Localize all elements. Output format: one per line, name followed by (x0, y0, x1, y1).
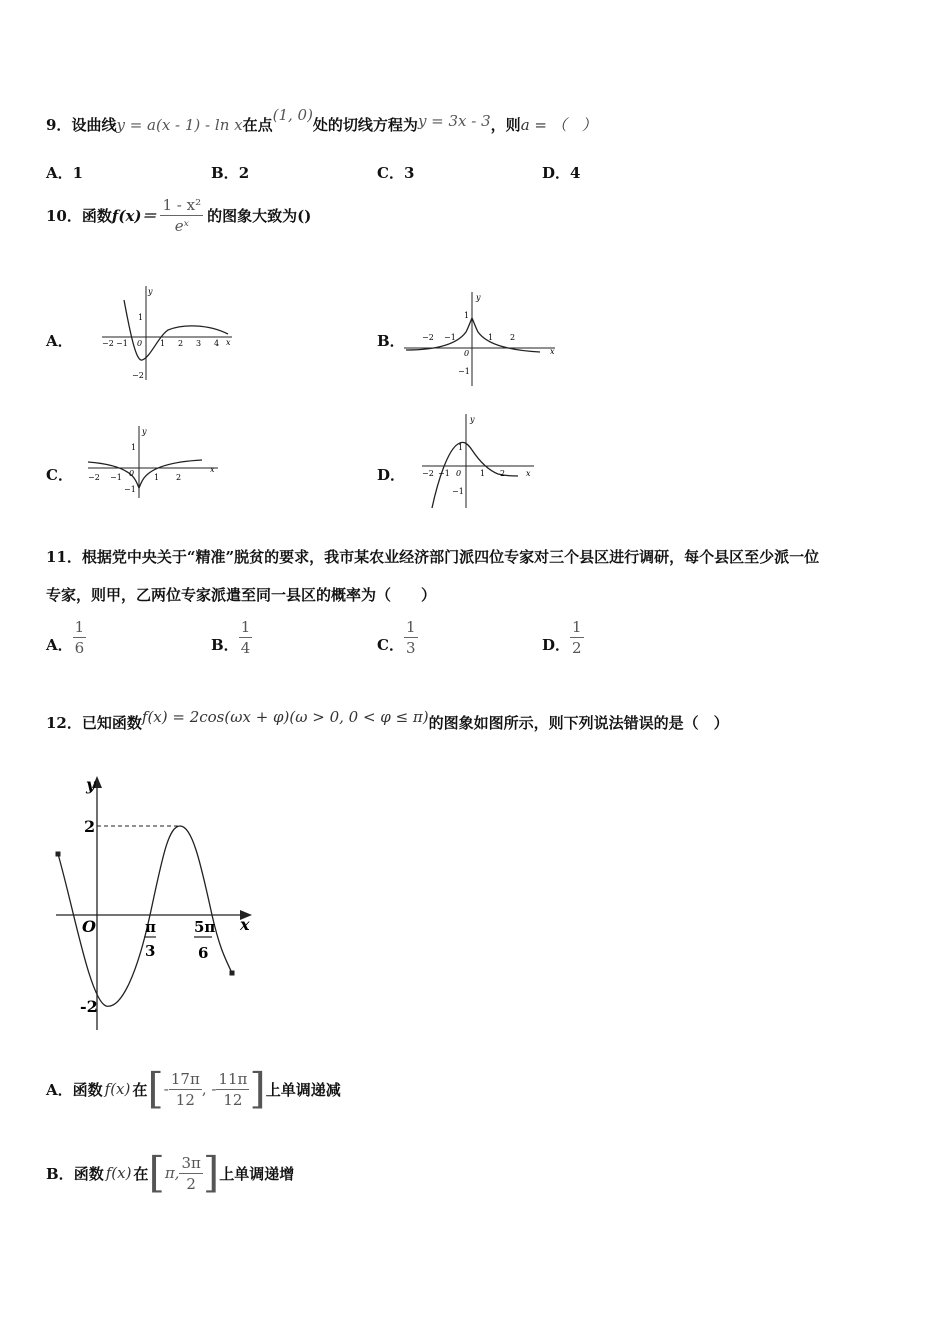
q10c-tick-y: 1 (131, 443, 137, 452)
q10d-axis-x: x (526, 469, 531, 478)
q10c-tick-y: −1 (124, 485, 136, 494)
q10a-tick-x: −1 (116, 339, 128, 348)
q12-option-a-text2: 在 (132, 1080, 148, 1099)
q9-tangent-text: 处的切线方程为 (312, 116, 418, 134)
q9-option-a[interactable]: A．1 (46, 164, 84, 182)
q10a-tick-y: 1 (138, 313, 144, 322)
q12-option-a-right-frac: $\frac{11\pi}{12}$ (218, 1069, 248, 1109)
q9-then: ，则 (490, 116, 521, 134)
q9-tangent-eq: y = 3x - 3 (417, 112, 491, 130)
q10b-tick-x: 1 (488, 333, 494, 342)
q10c-tick-x: 2 (176, 473, 182, 482)
q11-option-c[interactable] (377, 618, 418, 657)
q10-option-d-label[interactable]: D． (377, 466, 406, 484)
q12-option-a-text3: 上单调递减 (265, 1080, 341, 1099)
q10-option-c-graph[interactable] (84, 422, 224, 502)
q11-option-d-label: D． (542, 636, 571, 654)
q11-option-a-fraction: $\frac{1}{6}$ (74, 618, 85, 657)
q10c-axis-x: x (210, 465, 215, 474)
q12-origin: O (82, 917, 96, 936)
q12-option-b-left: π, (164, 1164, 180, 1182)
q10-option-c-label[interactable]: C． (46, 466, 73, 484)
q11-option-c-fraction: $\frac{1}{3}$ (405, 618, 416, 657)
q10b-tick-y: 1 (464, 311, 470, 320)
q10c-axis-y: y (142, 427, 147, 436)
q12-option-b-right-frac: $\frac{3\pi}{2}$ (181, 1153, 201, 1193)
q10a-tick-x: 3 (196, 339, 202, 348)
q10b-tick-y: −1 (458, 367, 470, 376)
q11-stem-line1: 11．根据党中央关于“精准”脱贫的要求，我市某农业经济部门派四位专家对三个县区进行调研，每个县区至少派一位 (46, 548, 820, 566)
q12-tick2-num: 5π (194, 918, 216, 936)
q11-option-d[interactable] (542, 618, 584, 657)
q12-option-b-fx: f(x) (105, 1164, 132, 1182)
q10-fraction-num: 1 - x² (162, 196, 202, 214)
q12-option-b[interactable]: B． 函数 f(x) 在 [ π, $\frac{3\pi}{2}$ ] 上单调递增 (46, 1148, 295, 1197)
q9-point: (1, 0) (272, 106, 313, 124)
q12-option-a[interactable]: A． 函数 f(x) 在 [ - $\frac{17\pi}{12}$ , - $\frac{11\pi}{12}$ ] 上单调递减 (46, 1064, 341, 1113)
q11-stem-line2: 专家，则甲，乙两位专家派遣至同一县区的概率为（ ） (46, 586, 437, 604)
q10-suffix: 的图象大致为() (207, 207, 312, 225)
q10c-tick-x: 0 (129, 469, 135, 478)
q10c-tick-x: 1 (154, 473, 160, 482)
q10b-axis-x: x (550, 347, 555, 356)
q9-option-c[interactable]: C．3 (377, 164, 415, 182)
q9-ask: a = （ ） (520, 116, 597, 134)
q10b-axis-y: y (476, 293, 481, 302)
q12-ymin-label: -2 (80, 997, 98, 1016)
q10a-tick-y: −2 (132, 371, 144, 380)
q11-option-b[interactable] (211, 618, 252, 657)
q10-fx: f(x)＝ (111, 207, 157, 225)
q10a-tick-x: 2 (178, 339, 184, 348)
q11-option-a-label: A． (46, 636, 73, 654)
q12-stem (46, 708, 729, 733)
q10-prefix: 函数 (81, 207, 112, 225)
q10d-tick-x: 2 (500, 469, 506, 478)
q10d-tick-x: 0 (456, 469, 462, 478)
q10d-tick-y: −1 (452, 487, 464, 496)
q11-option-b-label: B． (211, 636, 239, 654)
q9-option-d[interactable]: D．4 (542, 164, 581, 182)
q9-curve-formula: y = a(x - 1) - ln x (116, 116, 243, 134)
q12-tick1-den: 3 (145, 942, 156, 960)
q10b-tick-x: −2 (422, 333, 434, 342)
q10-option-d-graph[interactable] (418, 410, 538, 510)
q12-tick1-num: π (145, 918, 156, 936)
q9-number: 9． (46, 116, 72, 134)
q10-option-a-label[interactable]: A． (46, 332, 73, 350)
q12-option-a-label: A． (46, 1080, 73, 1099)
q11-option-c-label: C． (377, 636, 404, 654)
q10-number: 10． (46, 207, 82, 225)
q10-option-b-graph[interactable] (400, 288, 565, 388)
q12-formula: f(x) = 2cos(ωx + φ)(ω > 0, 0 < φ ≤ π) (141, 708, 429, 726)
q10c-tick-x: −1 (110, 473, 122, 482)
q12-axis-y: y (86, 775, 96, 794)
q10c-tick-x: −2 (88, 473, 100, 482)
q12-graph (40, 770, 265, 1035)
q9-prefix: 设曲线 (71, 116, 117, 134)
q10-stem (46, 196, 311, 235)
q10d-axis-y: y (470, 415, 475, 424)
q12-option-a-text: 函数 (72, 1080, 103, 1099)
q10-fraction (160, 196, 203, 235)
q10a-tick-x: 0 (137, 339, 143, 348)
q10a-axis-y: y (148, 287, 153, 296)
q12-axis-x: x (240, 915, 250, 934)
q10b-tick-x: 0 (464, 349, 470, 358)
q10b-tick-x: 2 (510, 333, 516, 342)
q12-ymax-label: 2 (84, 817, 96, 836)
q10d-tick-x: −2 (422, 469, 434, 478)
q11-option-d-fraction: $\frac{1}{2}$ (572, 618, 582, 657)
q11-option-a[interactable] (46, 618, 86, 657)
q10d-tick-y: 1 (458, 443, 464, 452)
q10a-axis-x: x (226, 338, 231, 347)
q12-tick2-den: 6 (198, 944, 209, 962)
q12-option-a-fx: f(x) (104, 1080, 131, 1098)
q12-suffix: 的图象如图所示，则下列说法错误的是（ ） (428, 714, 729, 732)
q11-option-b-fraction: $\frac{1}{4}$ (240, 618, 251, 657)
q12-option-a-left-frac: $\frac{17\pi}{12}$ (170, 1069, 200, 1109)
q12-option-b-text: 函数 (73, 1164, 104, 1183)
q10a-tick-x: −2 (102, 339, 114, 348)
q10d-tick-x: 1 (480, 469, 486, 478)
q9-stem (46, 106, 597, 135)
q12-option-b-text2: 在 (133, 1164, 149, 1183)
q10b-tick-x: −1 (444, 333, 456, 342)
q10-option-a-graph[interactable] (98, 282, 238, 382)
q9-at-point: 在点 (242, 116, 273, 134)
q10a-tick-x: 4 (214, 339, 220, 348)
q12-option-b-text3: 上单调递增 (219, 1164, 295, 1183)
q12-option-b-label: B． (46, 1164, 74, 1183)
q12-number: 12． (46, 714, 82, 732)
q10-option-b-label[interactable]: B． (377, 332, 405, 350)
q10-fraction-den: eˣ (174, 217, 189, 235)
q10d-tick-x: −1 (438, 469, 450, 478)
q9-option-b[interactable]: B．2 (211, 164, 250, 182)
q12-prefix: 已知函数 (81, 714, 142, 732)
q10a-tick-x: 1 (160, 339, 166, 348)
